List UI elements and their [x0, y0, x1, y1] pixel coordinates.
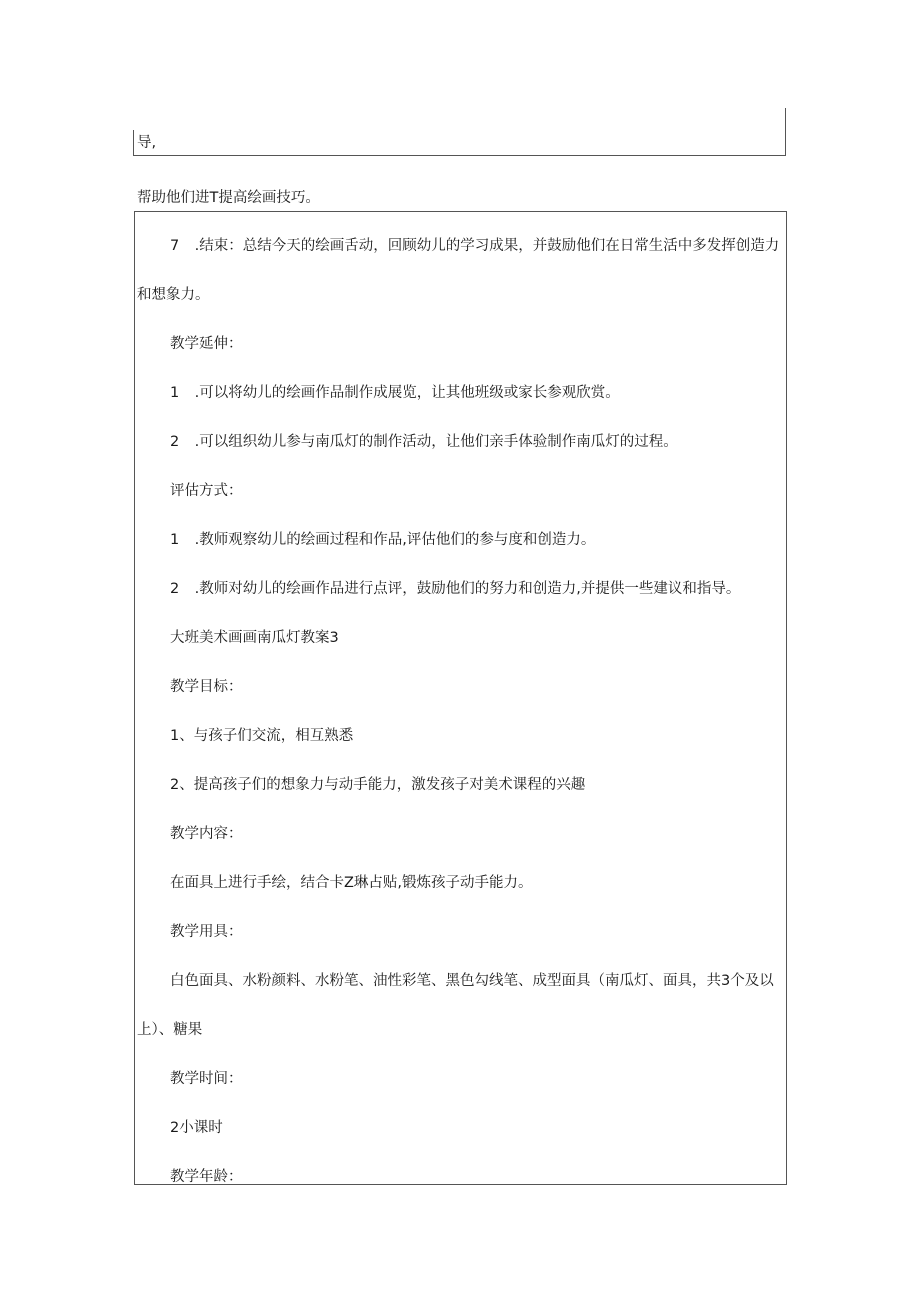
assessment-item-2-number: 2	[170, 581, 180, 597]
tools-heading: 教学用具：	[170, 924, 243, 940]
content-text: 在面具上进行手绘，结合卡Z琳占贴,锻炼孩子动手能力。	[170, 875, 533, 891]
tools-text: 白色面具、水粉颜料、水粉笔、油性彩笔、黑色勾线笔、成型面具（南瓜灯、面具，共3个及以	[170, 973, 774, 989]
extension-heading: 教学延伸：	[170, 336, 243, 352]
extension-item-2	[170, 432, 678, 452]
extension-item-1	[170, 383, 620, 403]
step-7-text: .结束：总结今天的绘画舌动，回顾幼儿的学习成果，并鼓励他们在日常生活中多发挥创造力	[194, 238, 780, 254]
content-heading: 教学内容：	[170, 826, 243, 842]
step-7-continued: 和想象力。	[137, 287, 210, 303]
extension-item-1-number: 1	[170, 385, 180, 401]
time-heading: 教学时间：	[170, 1071, 243, 1087]
assessment-item-1-number: 1	[170, 532, 180, 548]
assessment-item-2-text: .教师对幼儿的绘画作品进行点评，鼓励他们的努力和创造力,并提供一些建议和指导。	[194, 581, 741, 597]
between-paragraph: 帮助他们进T提高绘画技巧。	[137, 190, 320, 206]
tools-text-continued: 上）、糖果	[137, 1022, 203, 1038]
step-7	[170, 236, 779, 256]
goal-1: 1、与孩子们交流，相互熟悉	[170, 728, 354, 744]
goals-heading: 教学目标：	[170, 679, 243, 695]
extension-item-2-text: .可以组织幼儿参与南瓜灯的制作活动，让他们亲手体验制作南瓜灯的过程。	[194, 434, 678, 450]
plan-3-title: 大班美术画画南瓜灯教案3	[170, 630, 339, 646]
extension-item-1-text: .可以将幼儿的绘画作品制作成展览，让其他班级或家长参观欣赏。	[194, 385, 620, 401]
time-text: 2小课时	[170, 1120, 223, 1136]
top-cell-text: 导,	[137, 135, 157, 151]
step-7-number: 7	[170, 238, 180, 254]
assessment-item-2	[170, 579, 740, 599]
goal-2: 2、提高孩子们的想象力与动手能力，激发孩子对美术课程的兴趣	[170, 777, 586, 793]
assessment-heading: 评估方式：	[170, 483, 243, 499]
top-table-cell	[134, 108, 786, 156]
extension-item-2-number: 2	[170, 434, 180, 450]
assessment-item-1-text: .教师观察幼儿的绘画过程和作品,评估他们的参与度和创造力。	[194, 532, 596, 548]
age-heading: 教学年龄：	[170, 1169, 243, 1185]
main-table-cell	[134, 211, 787, 1185]
assessment-item-1	[170, 530, 595, 550]
